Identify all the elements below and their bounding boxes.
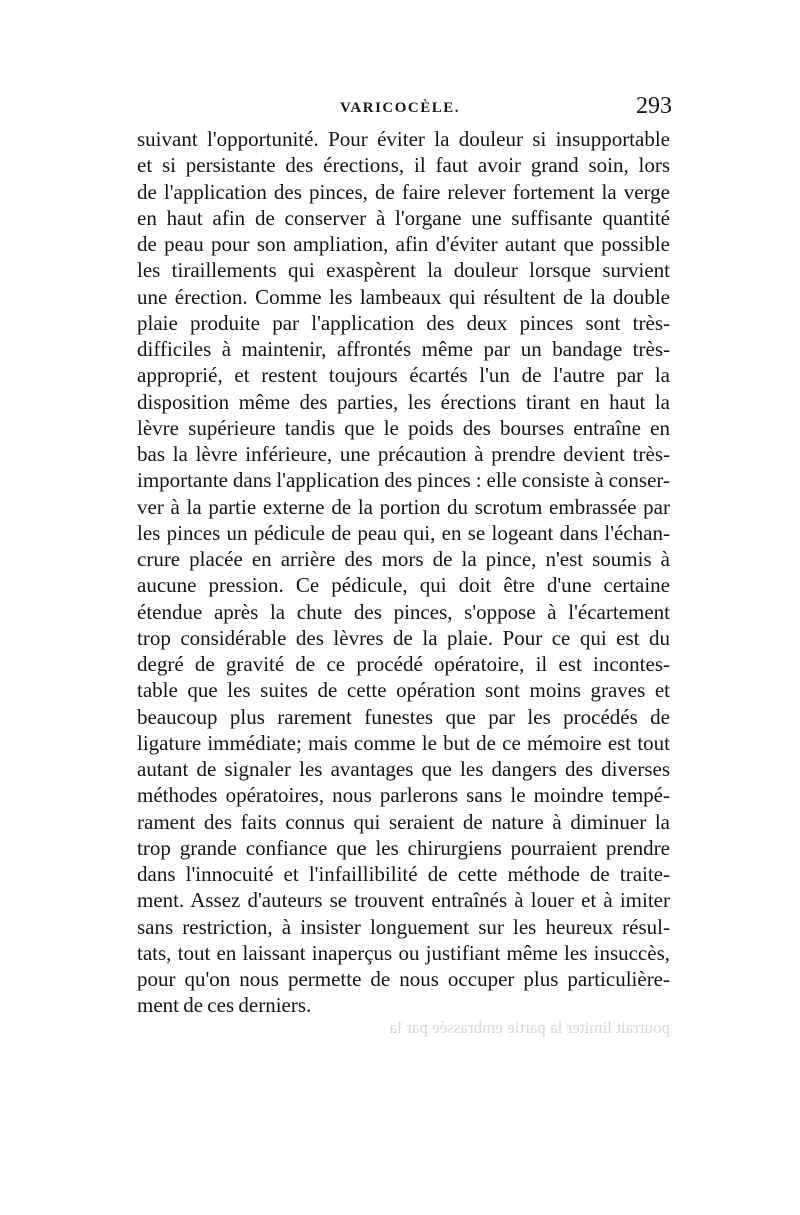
text-line: méthodes opératoires, nous parlerons sans le moindre tempé- <box>137 783 670 808</box>
text-line: pour qu'on nous permette de nous occuper plus particulière- <box>137 967 670 991</box>
text-line: de peau pour son ampliation, afin d'éviter autant que possible <box>137 232 670 256</box>
text-line: ment de ces derniers. <box>137 993 312 1018</box>
page-number: 293 <box>636 93 672 119</box>
text-line: de l'application des pinces, de faire relever fortement la verge <box>137 179 670 204</box>
text-line: difficiles à maintenir, affrontés même par un bandage très- <box>137 337 670 361</box>
text-line: tats, tout en laissant inaperçus ou justifiant même les insuccès, <box>137 940 670 965</box>
text-line: suivant l'opportunité. Pour éviter la douleur si insupportable <box>137 127 670 151</box>
text-line: étendue après la chute des pinces, s'oppose à l'écartement <box>137 599 670 624</box>
text-line: autant de signaler les avantages que les dangers des diverses <box>137 757 670 781</box>
text-line: dans l'innocuité et l'infaillibilité de cette méthode de traite- <box>137 862 670 886</box>
text-line: les tiraillements qui exaspèrent la douleur lorsque survient <box>137 258 670 283</box>
body-text <box>137 126 670 1019</box>
text-line: table que les suites de cette opération sont moins graves et <box>137 678 670 703</box>
text-line: et si persistante des érections, il faut avoir grand soin, lors <box>137 153 670 178</box>
text-line: lèvre supérieure tandis que le poids des bourses entraîne en <box>137 415 670 440</box>
text-line: ligature immédiate; mais comme le but de ce mémoire est tout <box>137 730 670 755</box>
text-line: trop grande confiance que les chirurgiens pourraient prendre <box>137 835 670 860</box>
running-title: VARICOCÈLE. <box>340 100 460 116</box>
text-line: une érection. Comme les lambeaux qui résultent de la double <box>137 284 670 309</box>
text-line: degré de gravité de ce procédé opératoire, il est incontes- <box>137 652 670 676</box>
text-line: beaucoup plus rarement funestes que par les procédés de <box>137 704 670 729</box>
text-line: les pinces un pédicule de peau qui, en se logeant dans l'échan- <box>137 520 670 545</box>
text-line: crure placée en arrière des mors de la pince, n'est soumis à <box>137 547 670 571</box>
text-line: approprié, et restent toujours écartés l'un de l'autre par la <box>137 363 670 388</box>
text-line: sans restriction, à insister longuement sur les heureux résul- <box>137 914 670 939</box>
show-through-text: pourrait limiter la partie embrassée par la <box>389 1018 670 1037</box>
text-line: disposition même des parties, les érections tirant en haut la <box>137 389 670 414</box>
text-line: en haut afin de conserver à l'organe une suffisante quantité <box>137 205 670 230</box>
text-line: trop considérable des lèvres de la plaie. Pour ce qui est du <box>137 625 670 650</box>
text-line: bas la lèvre inférieure, une précaution à prendre devient très- <box>137 442 670 466</box>
text-line: importante dans l'application des pinces : elle consiste à conser- <box>137 468 670 493</box>
text-line: ver à la partie externe de la portion du scrotum embrassée par <box>137 494 670 519</box>
text-line: aucune pression. Ce pédicule, qui doit être d'une certaine <box>137 573 670 598</box>
text-line: ment. Assez d'auteurs se trouvent entraînés à louer et à imiter <box>137 888 670 913</box>
text-line: plaie produite par l'application des deux pinces sont très- <box>137 310 670 335</box>
text-line: rament des faits connus qui seraient de nature à diminuer la <box>137 809 670 834</box>
